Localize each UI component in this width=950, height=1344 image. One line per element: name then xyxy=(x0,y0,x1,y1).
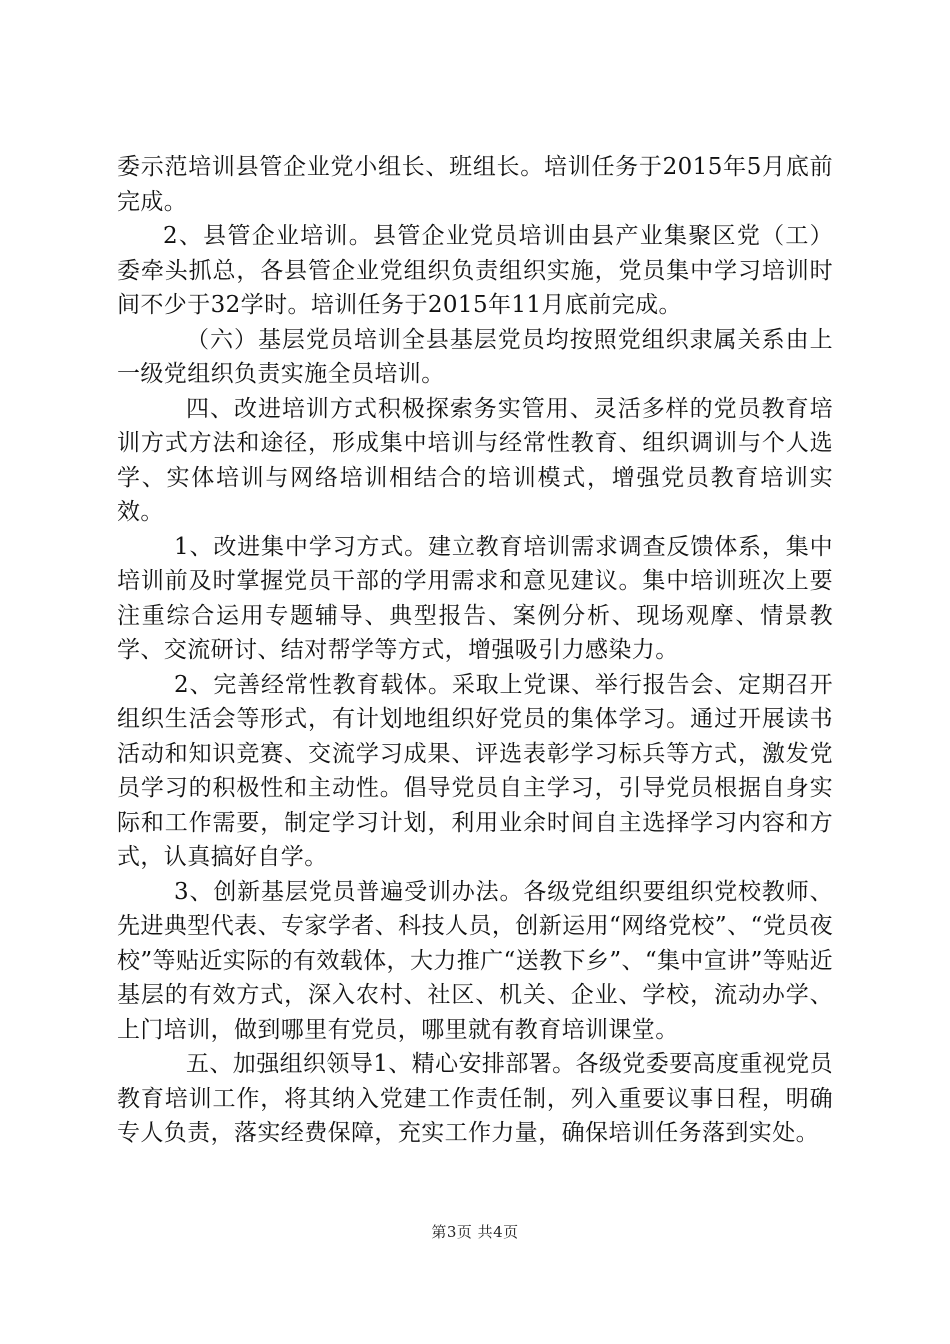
paragraph-section-five-heading: 五、加强组织领导1、精心安排部署。各级党委要高度重视党员教育培训工作，将其纳入党建工作责任制，列入重要议事日程，明确专人负责，落实经费保障，充实工作力量，确保培训任务落到实处。 xyxy=(117,1051,833,1146)
paragraph-regular-education: 2、完善经常性教育载体。采取上党课、举行报告会、定期召开组织生活会等形式，有计划地组织好党员的集体学习。通过开展读书活动和知识竞赛、交流学习成果、评选表彰学习标兵等方式，激发党员学习的积极性和主动性。倡导党员自主学习，引导党员根据自身实际和工作需要，制定学习计划，利用业余时间自主选择学习内容和方式，认真搞好自学。 xyxy=(117,671,833,870)
paragraph-county-enterprise-training: 2、县管企业培训。县管企业党员培训由县产业集聚区党（工）委牵头抓总，各县管企业党组织负责组织实施，党员集中学习培训时间不少于32学时。培训任务于2015年11月底前完成。 xyxy=(117,223,833,318)
paragraph-innovate-training: 3、创新基层党员普遍受训办法。各级党组织要组织党校教师、先进典型代表、专家学者、科技人员，创新运用“网络党校”、“党员夜校”等贴近实际的有效载体，大力推广“送教下乡”、“集中宣讲”等贴近基层的有效方式，深入农村、社区、机关、企业、学校，流动办学、上门培训，做到哪里有党员，哪里就有教育培训课堂。 xyxy=(117,878,833,1043)
paragraph-grassroots-training: （六）基层党员培训全县基层党员均按照党组织隶属关系由上一级党组织负责实施全员培训。 xyxy=(117,326,833,387)
page-number-footer: 第3页 共4页 xyxy=(431,1223,519,1241)
paragraph-continuation: 委示范培训县管企业党小组长、班组长。培训任务于2015年5月底前完成。 xyxy=(117,154,833,215)
paragraph-improve-centralized-study: 1、改进集中学习方式。建立教育培训需求调查反馈体系，集中培训前及时掌握党员干部的学用需求和意见建议。集中培训班次上要注重综合运用专题辅导、典型报告、案例分析、现场观摩、情景教学、交流研讨、结对帮学等方式，增强吸引力感染力。 xyxy=(117,533,833,663)
document-body xyxy=(117,150,833,1151)
paragraph-section-four-heading: 四、改进培训方式积极探索务实管用、灵活多样的党员教育培训方式方法和途径，形成集中培训与经常性教育、组织调训与个人选学、实体培训与网络培训相结合的培训模式，增强党员教育培训实效。 xyxy=(117,395,833,525)
